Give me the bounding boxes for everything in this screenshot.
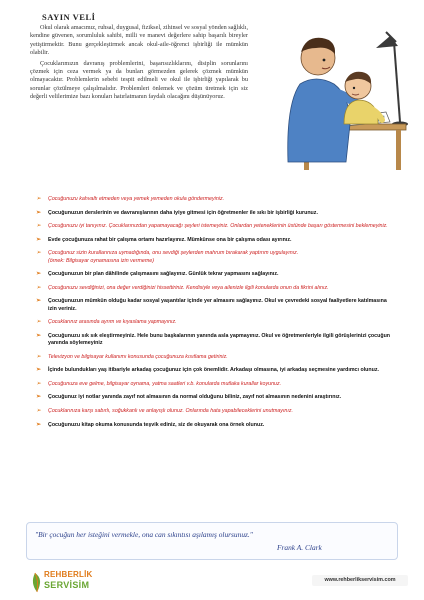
arrow-bullet-icon: ➢ <box>36 367 42 374</box>
leaf-logo-icon <box>30 571 44 593</box>
website-link[interactable]: www.rehberlikservisim.com <box>312 575 408 586</box>
arrow-bullet-icon: ➢ <box>36 209 42 216</box>
logo-text-bottom: SERVİSİM <box>44 580 90 590</box>
arrow-bullet-icon: ➢ <box>36 298 42 305</box>
tip-text: Çocuğunuzu sık sık eleştirmeyiniz. Hele bunu başkalarının yanında asla yapmayınız. Okul ve öğretmenleriyle ilgili görüşlerinizi çocuğun yanında söylemeyiniz <box>48 332 391 346</box>
arrow-bullet-icon: ➢ <box>36 353 42 360</box>
quote-box <box>26 522 398 560</box>
arrow-bullet-icon: ➢ <box>36 332 42 339</box>
arrow-bullet-icon: ➢ <box>36 284 42 291</box>
tip-item <box>36 285 392 292</box>
arrow-bullet-icon: ➢ <box>36 380 42 387</box>
intro-paragraph-2: Çocuklarımızın davranış problemlerini, başarısızlıklarını, disiplin sorunlarını çözmek için ceza vermek ya da bunları görmezden gelerek çözmek mümkün olmayacaktır. Problemlerin sebebi tespit edilmeli ve okul ile işbirliği yapılarak bu sorunlar çözülmeye çalışılmalıdır. Problemleri önlemek ve çözüm üretmek için siz değerli velilerimize bazı konuları hatırlatmanın faydalı olacağını düşünüyoruz. <box>30 59 248 101</box>
tip-text: Çocuklarınıza karşı sabırlı, soğukkanlı ve anlayışlı olunuz. Onlarında hata yapabileceklerini unutmayınız. <box>48 407 293 414</box>
tip-item <box>36 196 392 203</box>
arrow-bullet-icon: ➢ <box>36 250 42 257</box>
tip-item <box>36 408 392 415</box>
tip-text: Çocuğunuzu iyi tanıyınız. Çocuklarınızdan yapamayacağı şeyleri istemeyiniz. Onlardan yeteneklerinin üstünde başarı göstermesini beklemeyiniz. <box>48 223 388 230</box>
tip-item <box>36 354 392 361</box>
intro-paragraph-1: Okul olarak amacımız, ruhsal, duygusal, fiziksel, zihinsel ve sosyal yönden sağlıklı, kendine güvenen, sorumluluk sahibi, milli ve manevi değerlere sahip başarılı bireyler yetiştirmektir. Bunu gerçekleştirmek ancak okul-aile-öğrenci işbirliği ile mümkün olabilir. <box>30 24 248 57</box>
tip-text: Televizyon ve bilgisayar kullanımı konusunda çocuğunuza kısıtlama getiriniz. <box>48 353 228 360</box>
tip-text: Çocuğunuzu kitap okuma konusunda teşvik ediniz, siz de okuyarak ona örnek olunuz. <box>48 421 265 428</box>
tips-list <box>36 196 392 435</box>
arrow-bullet-icon: ➢ <box>36 196 42 202</box>
arrow-bullet-icon: ➢ <box>36 394 42 401</box>
quote-author: Frank A. Clark <box>277 543 322 552</box>
quote-text: "Bir çocuğun her isteğini vermekle, ona can sıkıntısı aşılamış olursunuz." <box>35 530 253 539</box>
tip-item <box>36 298 392 312</box>
arrow-bullet-icon: ➢ <box>36 319 42 326</box>
tip-text: Çocuğunuzun mümkün olduğu kadar sosyal yaşantılar içinde yer almasını sağlayınız. Okul ve çevredeki sosyal faaliyetlere katılmasına izin veriniz. <box>48 298 387 312</box>
arrow-bullet-icon: ➢ <box>36 407 42 414</box>
tip-item <box>36 422 392 429</box>
tip-text: Çocuğunuzu kahvaltı etmeden veya yemek yemeden okula göndermeyiniz. <box>48 196 225 202</box>
tip-item <box>36 381 392 388</box>
tip-item <box>36 319 392 326</box>
tip-text: Çocuğunuz iyi notlar yanında zayıf not almasının da normal olduğunu biliniz, zayıf not almasının nedenini araştırınız. <box>48 394 342 401</box>
tip-item <box>36 210 392 217</box>
logo <box>30 570 100 594</box>
tip-item <box>36 223 392 230</box>
tip-text: Çocuğunuz sizin kurallarınıza uymadığında, onu sevdiği şeylerden mahrum bırakarak yaptırım uygulayınız. <box>48 250 299 257</box>
tip-text: İçinde bulundukları yaş itibariyle arkadaş çocuğunuz için çok önemlidir. Arkadaşı olmasına, iyi arkadaş seçmesine yardımcı olunuz. <box>48 367 379 374</box>
tip-text: Evde çocuğunuza rahat bir çalışma ortamı hazırlayınız. Mümkünse ona bir çalışma odası ayırınız. <box>48 236 292 243</box>
logo-text-top: REHBERLİK <box>44 570 93 579</box>
tip-item <box>36 394 392 401</box>
parent-child-study-illustration <box>258 12 408 172</box>
tip-text: Çocuğunuza eve gelme, bilgisayar oynama, yatma saatleri v.b. konularda mutlaka kurallar koyunuz. <box>48 380 282 387</box>
arrow-bullet-icon: ➢ <box>36 421 42 428</box>
tip-item <box>36 250 392 264</box>
tip-item <box>36 237 392 244</box>
arrow-bullet-icon: ➢ <box>36 236 42 243</box>
tip-item <box>36 271 392 278</box>
tip-text: Çocuğunuzun bir plan dâhilinde çalışmasını sağlayınız. Günlük tekrar yapmasını sağlayınız. <box>48 271 279 278</box>
arrow-bullet-icon: ➢ <box>36 223 42 230</box>
tip-text: Çocuklarınız arasında ayrım ve kıyaslama yapmayınız. <box>48 319 177 326</box>
tip-item <box>36 333 392 347</box>
page-title: SAYIN VELİ <box>42 12 96 22</box>
tip-item <box>36 367 392 374</box>
tip-text: (örnek: Bilgisayar oynamasına izin vermeme) <box>48 257 154 264</box>
intro-section <box>30 12 248 102</box>
arrow-bullet-icon: ➢ <box>36 271 42 278</box>
tip-text: Çocuğunuzun derslerinin ve davranışlarının daha iyiye gitmesi için öğretmenler ile sıkı bir işbirliği kurunuz. <box>48 209 318 216</box>
tip-text: Çocuğunuzu sevdiğinizi, ona değer verdiğinizi hissettiriniz. Kendisiyle veya ailenizle ilgili konularda onun da fikrini alınız. <box>48 284 329 291</box>
